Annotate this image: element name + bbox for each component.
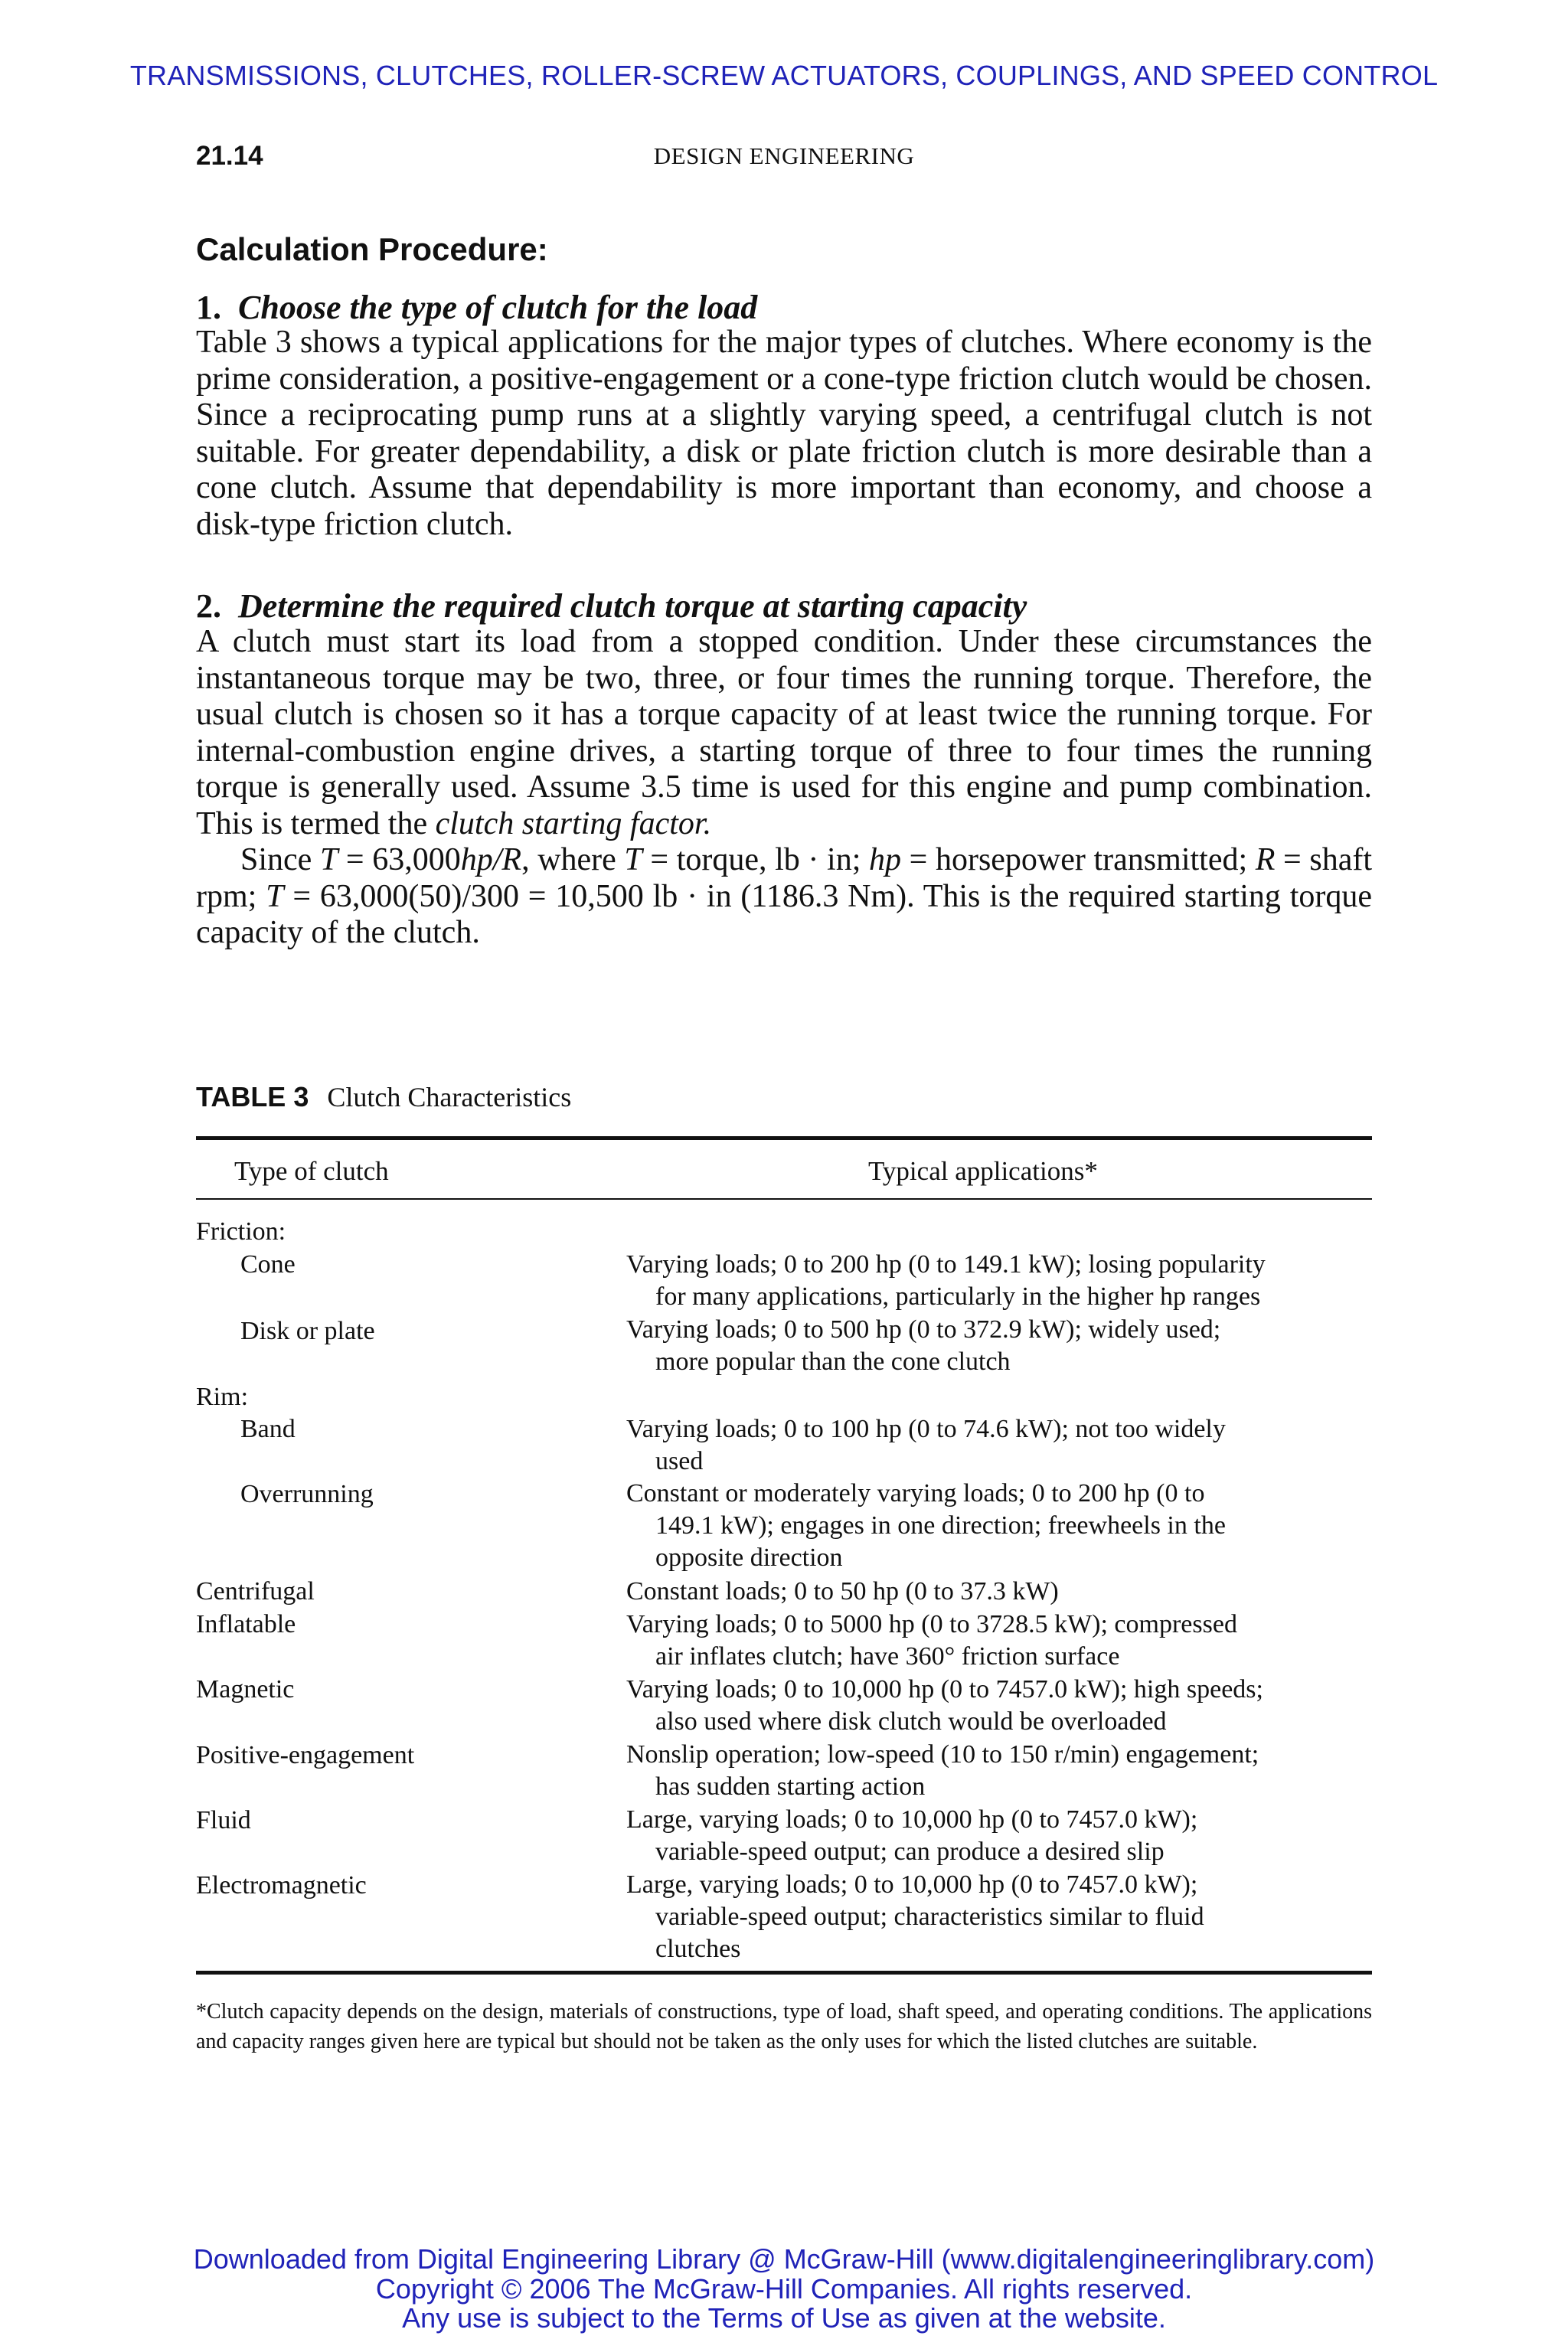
- clutch-app-positive-engagement: [626, 1739, 1377, 1803]
- app-line: 149.1 kW); engages in one direction; freewheels in the: [655, 1511, 1226, 1540]
- clutch-type-fluid: Fluid: [196, 1806, 251, 1834]
- clutch-app-magnetic: [626, 1674, 1377, 1738]
- app-line: for many applications, particularly in the higher hp ranges: [655, 1282, 1261, 1311]
- download-footer: [0, 2245, 1568, 2334]
- step2-title: [196, 586, 1027, 626]
- step1-title: [196, 288, 757, 327]
- clutch-app-centrifugal: [626, 1576, 1377, 1608]
- clutch-app-disk: [626, 1314, 1377, 1378]
- app-line: variable-speed output; can produce a desired slip: [655, 1838, 1165, 1866]
- formula-part: = 63,000(50)/300 = 10,500 lb · in (1186.3 Nm). This is the required starting torque capacity of the clutch.: [196, 878, 1372, 950]
- clutch-app-electromagnetic: [626, 1869, 1377, 1965]
- group-label-rim: Rim:: [196, 1383, 249, 1411]
- formula-part: = 63,000: [338, 842, 461, 877]
- clutch-type-magnetic: Magnetic: [196, 1675, 295, 1704]
- clutch-type-centrifugal: Centrifugal: [196, 1577, 315, 1606]
- book-title: DESIGN ENGINEERING: [653, 142, 915, 169]
- column-header-type: Type of clutch: [234, 1156, 389, 1186]
- app-line: air inflates clutch; have 360° friction surface: [655, 1642, 1120, 1671]
- column-header-applications: Typical applications*: [868, 1156, 1098, 1186]
- app-line: Varying loads; 0 to 500 hp (0 to 372.9 kW); widely used;: [626, 1315, 1221, 1344]
- app-line: Constant or moderately varying loads; 0 to 200 hp (0 to: [626, 1479, 1205, 1508]
- clutch-app-cone: [626, 1249, 1377, 1313]
- formula-part: = torque, lb · in;: [642, 842, 870, 877]
- formula-var: T: [319, 842, 338, 877]
- clutch-app-overrunning: [626, 1478, 1377, 1574]
- page-number: 21.14: [196, 141, 263, 171]
- formula-part: , where: [521, 842, 625, 877]
- formula-var: T: [266, 878, 284, 914]
- step2-term: clutch starting factor.: [435, 805, 712, 841]
- footer-line: Downloaded from Digital Engineering Library @ McGraw-Hill (www.digitalengineeringlibrary.com): [193, 2243, 1375, 2275]
- app-line: also used where disk clutch would be overloaded: [655, 1707, 1167, 1736]
- app-line: has sudden starting action: [655, 1772, 926, 1801]
- app-line: more popular than the cone clutch: [655, 1348, 1011, 1376]
- footer-line: Copyright © 2006 The McGraw-Hill Companies. All rights reserved.: [375, 2272, 1193, 2305]
- running-header: TRANSMISSIONS, CLUTCHES, ROLLER-SCREW ACTUATORS, COUPLINGS, AND SPEED CONTROL: [129, 60, 1439, 91]
- app-line: Varying loads; 0 to 5000 hp (0 to 3728.5 kW); compressed: [626, 1610, 1237, 1638]
- app-line: used: [655, 1447, 704, 1475]
- app-line: Nonslip operation; low-speed (10 to 150 r/min) engagement;: [626, 1740, 1259, 1769]
- clutch-app-inflatable: [626, 1609, 1377, 1673]
- step2-formula-paragraph: [196, 842, 1372, 952]
- step2-text-main: A clutch must start its load from a stopped condition. Under these circumstances the instantaneous torque may be two, three, or four times the running torque. Therefore, the usual clutch is chosen so it has a torque capacity of at least twice the running torque. For internal-combustion engine drives, a starting torque of three to four times the running torque is generally used. Assume 3.5 time is used for this engine and pump combination. This is termed the: [196, 624, 1372, 841]
- app-line: Varying loads; 0 to 10,000 hp (0 to 7457.0 kW); high speeds;: [626, 1675, 1263, 1704]
- step1-number: 1.: [196, 289, 221, 326]
- clutch-type-cone: Cone: [240, 1250, 296, 1279]
- clutch-type-inflatable: Inflatable: [196, 1610, 296, 1638]
- formula-part: = shaft rpm;: [196, 842, 1372, 914]
- step1-title-text: Choose the type of clutch for the load: [238, 289, 758, 326]
- footer-line: Any use is subject to the Terms of Use as given at the website.: [402, 2302, 1166, 2334]
- app-line: opposite direction: [655, 1544, 843, 1572]
- step2-title-text: Determine the required clutch torque at starting capacity: [238, 587, 1027, 625]
- app-line: variable-speed output; characteristics similar to fluid: [655, 1903, 1204, 1931]
- clutch-type-positive-engagement: Positive-engagement: [196, 1741, 415, 1769]
- clutch-type-electromagnetic: Electromagnetic: [196, 1871, 367, 1900]
- step2-paragraph: [196, 624, 1372, 842]
- formula-var: hp/R: [460, 842, 522, 877]
- clutch-type-disk: Disk or plate: [240, 1317, 375, 1345]
- app-line: Constant loads; 0 to 50 hp (0 to 37.3 kW): [626, 1577, 1059, 1606]
- clutch-app-fluid: [626, 1804, 1377, 1868]
- formula-var: R: [1255, 842, 1276, 877]
- formula-part: Since: [240, 842, 320, 877]
- table-footnote: *Clutch capacity depends on the design, materials of constructions, type of load, shaft speed, and operating conditions. The applications and capacity ranges given here are typical but should not be taken as the only uses for which the listed clutches are suitable.: [196, 2000, 1372, 2053]
- formula-var: T: [624, 842, 642, 877]
- clutch-type-overrunning: Overrunning: [240, 1480, 374, 1508]
- table-header-rule: [196, 1198, 1372, 1200]
- app-line: Large, varying loads; 0 to 10,000 hp (0 to 7457.0 kW);: [626, 1805, 1198, 1834]
- step2-number: 2.: [196, 587, 221, 625]
- app-line: Large, varying loads; 0 to 10,000 hp (0 to 7457.0 kW);: [626, 1870, 1198, 1899]
- app-line: Varying loads; 0 to 200 hp (0 to 149.1 kW); losing popularity: [626, 1250, 1266, 1279]
- step1-paragraph: Table 3 shows a typical applications for the major types of clutches. Where economy is the prime consideration, a positive-engagement or a cone-type friction clutch would be chosen. Since a reciprocating pump runs at a slightly varying speed, a centrifugal clutch is not suitable. For greater dependability, a disk or plate friction clutch is more desirable than a cone clutch. Assume that dependability is more important than economy, and choose a disk-type friction clutch.: [196, 325, 1372, 542]
- table-caption: [196, 1081, 571, 1113]
- table-top-rule: [196, 1136, 1372, 1140]
- app-line: Varying loads; 0 to 100 hp (0 to 74.6 kW); not too widely: [626, 1415, 1226, 1443]
- table-bottom-rule: [196, 1971, 1372, 1975]
- app-line: clutches: [655, 1935, 741, 1963]
- table-caption-text: Clutch Characteristics: [327, 1082, 572, 1112]
- group-label-friction: Friction:: [196, 1217, 286, 1246]
- formula-var: hp: [869, 842, 902, 877]
- procedure-heading: Calculation Procedure:: [196, 231, 548, 267]
- clutch-app-band: [626, 1413, 1377, 1478]
- clutch-type-band: Band: [240, 1415, 296, 1443]
- formula-part: = horsepower transmitted;: [901, 842, 1256, 877]
- table-label: TABLE 3: [196, 1081, 309, 1112]
